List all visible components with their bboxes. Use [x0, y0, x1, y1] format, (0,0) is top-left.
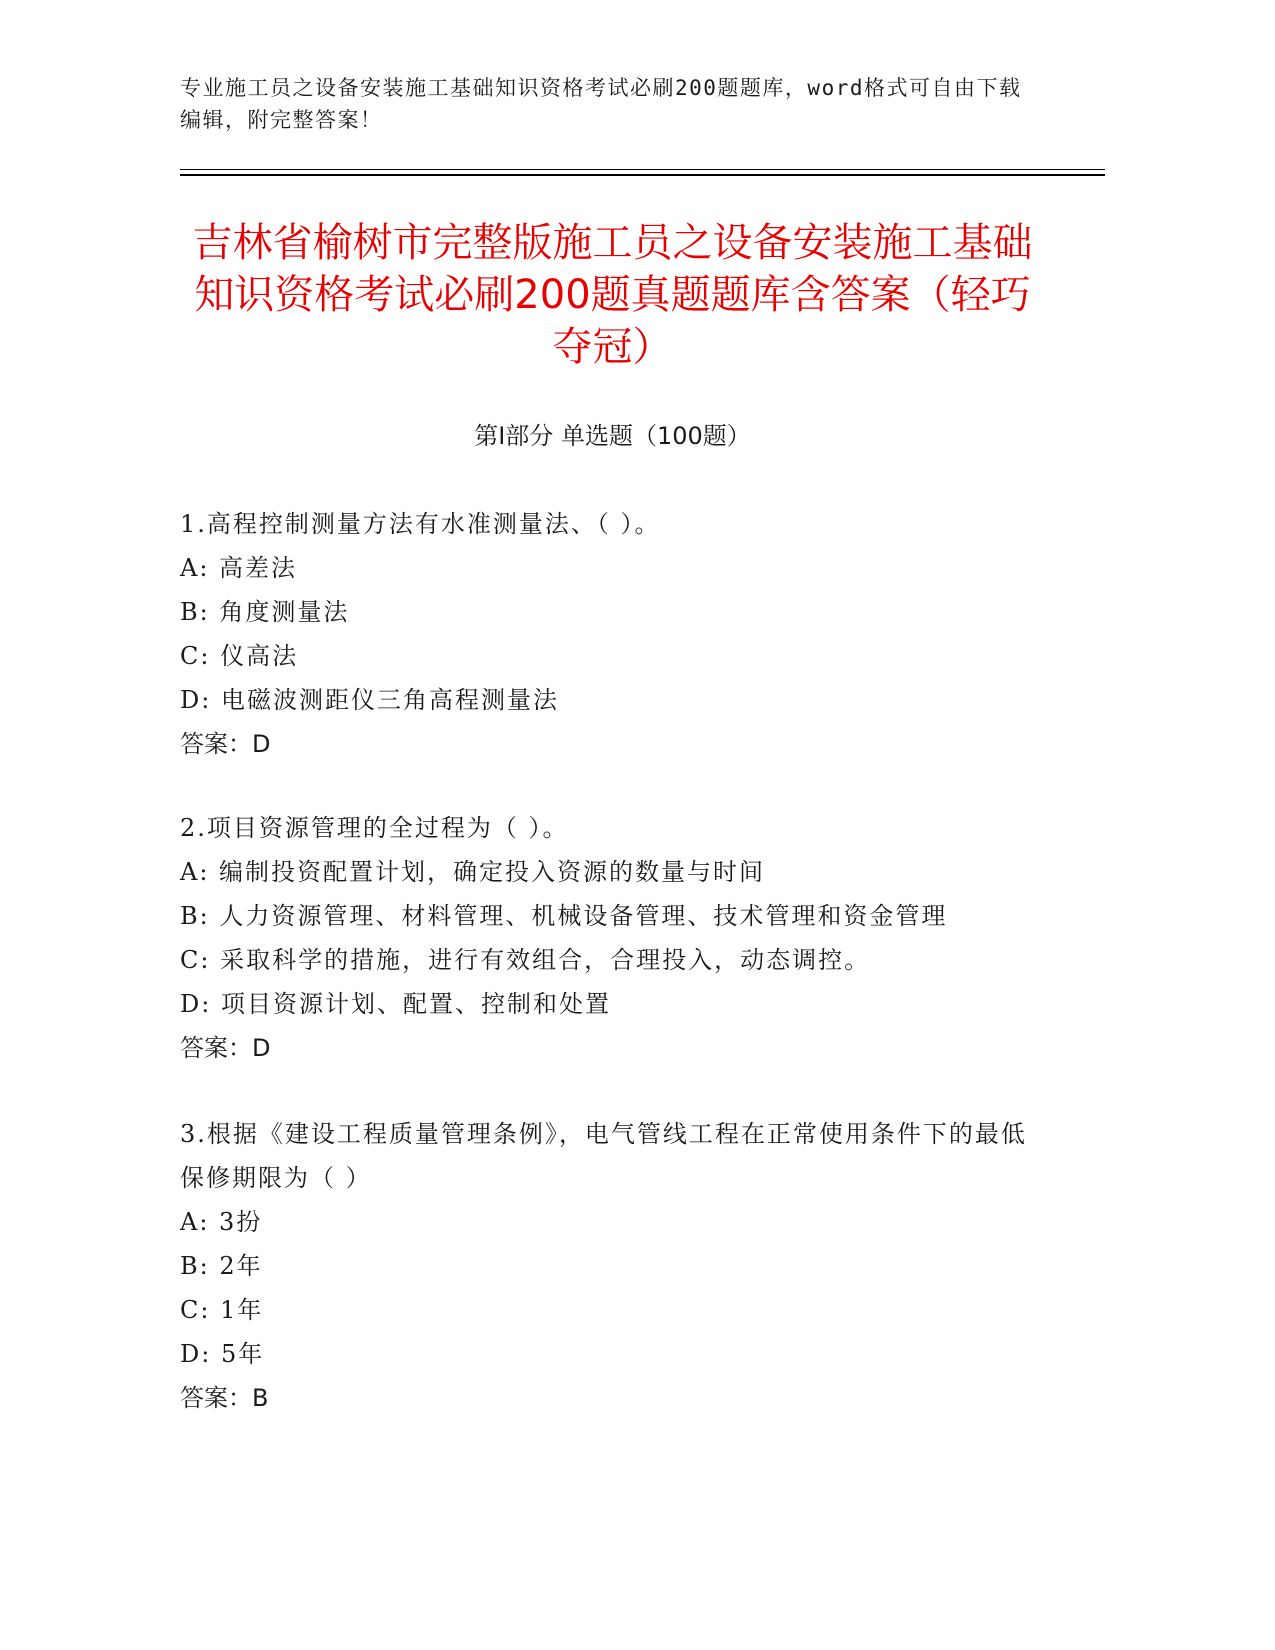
question-stem: 3.根据《建设工程质量管理条例》，电气管线工程在正常使用条件下的最低保修期限为（ ） [180, 1120, 1027, 1192]
option-c: C: 采取科学的措施，进行有效组合，合理投入，动态调控。 [180, 946, 871, 974]
question-block [180, 806, 1030, 1070]
option-d: D: 5年 [180, 1340, 265, 1368]
option-d: D: 电磁波测距仪三角高程测量法 [180, 686, 559, 714]
option-b: B: 角度测量法 [180, 598, 350, 626]
question-stem: 2.项目资源管理的全过程为（ ）。 [180, 814, 569, 842]
header-divider-thin [180, 169, 1105, 170]
option-c: C: 1年 [180, 1296, 264, 1324]
option-c: C: 仪高法 [180, 642, 299, 670]
document-title: 吉林省榆树市完整版施工员之设备安装施工基础知识资格考试必刷200题真题题库含答案（轻巧夺冠） [192, 220, 1033, 370]
answer: 答案：B [180, 1384, 269, 1412]
section-heading: 第Ⅰ部分 单选题（100题） [474, 422, 751, 450]
option-b: B: 人力资源管理、材料管理、机械设备管理、技术管理和资金管理 [180, 902, 948, 930]
answer: 答案：D [180, 1034, 271, 1062]
header-note: 专业施工员之设备安装施工基础知识资格考试必刷200题题库，word格式可自由下载编辑，附完整答案！ [180, 76, 1022, 132]
option-a: A: 高差法 [180, 554, 298, 582]
option-a: A: 3扮 [180, 1208, 263, 1236]
question-block [180, 1112, 1030, 1420]
answer: 答案：D [180, 730, 271, 758]
option-d: D: 项目资源计划、配置、控制和处置 [180, 990, 611, 1018]
header-divider-thick [180, 174, 1105, 176]
question-block [180, 502, 1030, 766]
question-stem: 1.高程控制测量方法有水准测量法、（ ）。 [180, 510, 661, 538]
option-b: B: 2年 [180, 1252, 263, 1280]
option-a: A: 编制投资配置计划，确定投入资源的数量与时间 [180, 858, 766, 886]
